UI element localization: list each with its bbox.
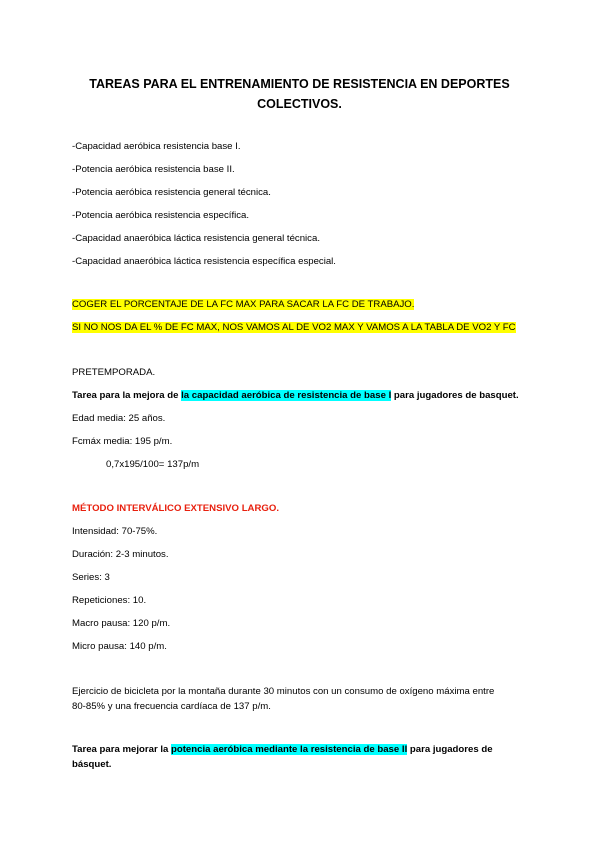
- highlight-note: [72, 322, 516, 333]
- exercise-line: Ejercicio de bicicleta por la montaña durante 30 minutos con un consumo de oxígeno máxima entre: [72, 686, 495, 697]
- task-heading-line2: básquet.: [72, 759, 112, 770]
- list-item: -Potencia aeróbica resistencia base II.: [72, 164, 235, 175]
- list-item: -Potencia aeróbica resistencia específica.: [72, 210, 250, 221]
- exercise-paragraph: [72, 684, 532, 714]
- task-heading-suffix: para jugadores de basquet.: [391, 390, 519, 401]
- document-title: TAREAS PARA EL ENTRENAMIENTO DE RESISTENCIA EN DEPORTES COLECTIVOS.: [89, 77, 510, 111]
- highlight-note: [72, 299, 414, 310]
- list-item: -Capacidad anaeróbica láctica resistencia específica especial.: [72, 256, 336, 267]
- highlight-note-text: SI NO NOS DA EL % DE FC MAX, NOS VAMOS AL DE VO2 MAX Y VAMOS A LA TABLA DE VO2 Y FC: [72, 322, 516, 333]
- highlight-note-text: COGER EL PORCENTAJE DE LA FC MAX PARA SACAR LA FC DE TRABAJO.: [72, 299, 415, 310]
- list-item: -Potencia aeróbica resistencia general técnica.: [72, 187, 271, 198]
- task-heading: [72, 742, 532, 772]
- fcmax-stat: Fcmáx media: 195 p/m.: [72, 436, 173, 447]
- task-heading-prefix: Tarea para mejorar la: [72, 744, 172, 755]
- task-heading-highlight: potencia aeróbica mediante la resistencia de base II: [171, 744, 408, 755]
- task-heading-suffix: para jugadores de: [407, 744, 493, 755]
- task-heading-prefix: Tarea para la mejora de: [72, 390, 182, 401]
- task-heading-highlight: la capacidad aeróbica de resistencia de base I: [181, 390, 392, 401]
- calc-stat: 0,7x195/100= 137p/m: [106, 459, 200, 470]
- age-stat: Edad media: 25 años.: [72, 413, 166, 424]
- method-param: Series: 3: [72, 572, 110, 583]
- list-item: -Capacidad aeróbica resistencia base I.: [72, 141, 241, 152]
- section-label: PRETEMPORADA.: [72, 367, 156, 378]
- list-item: -Capacidad anaeróbica láctica resistencia general técnica.: [72, 233, 320, 244]
- method-param: Duración: 2-3 minutos.: [72, 549, 169, 560]
- method-param: Micro pausa: 140 p/m.: [72, 641, 167, 652]
- method-param: Macro pausa: 120 p/m.: [72, 618, 171, 629]
- exercise-line: 80-85% y una frecuencia cardíaca de 137 p/m.: [72, 701, 271, 712]
- method-param: Repeticiones: 10.: [72, 595, 147, 606]
- method-param: Intensidad: 70-75%.: [72, 526, 158, 537]
- method-title: MÉTODO INTERVÁLICO EXTENSIVO LARGO.: [72, 503, 279, 514]
- task-heading: [72, 390, 519, 401]
